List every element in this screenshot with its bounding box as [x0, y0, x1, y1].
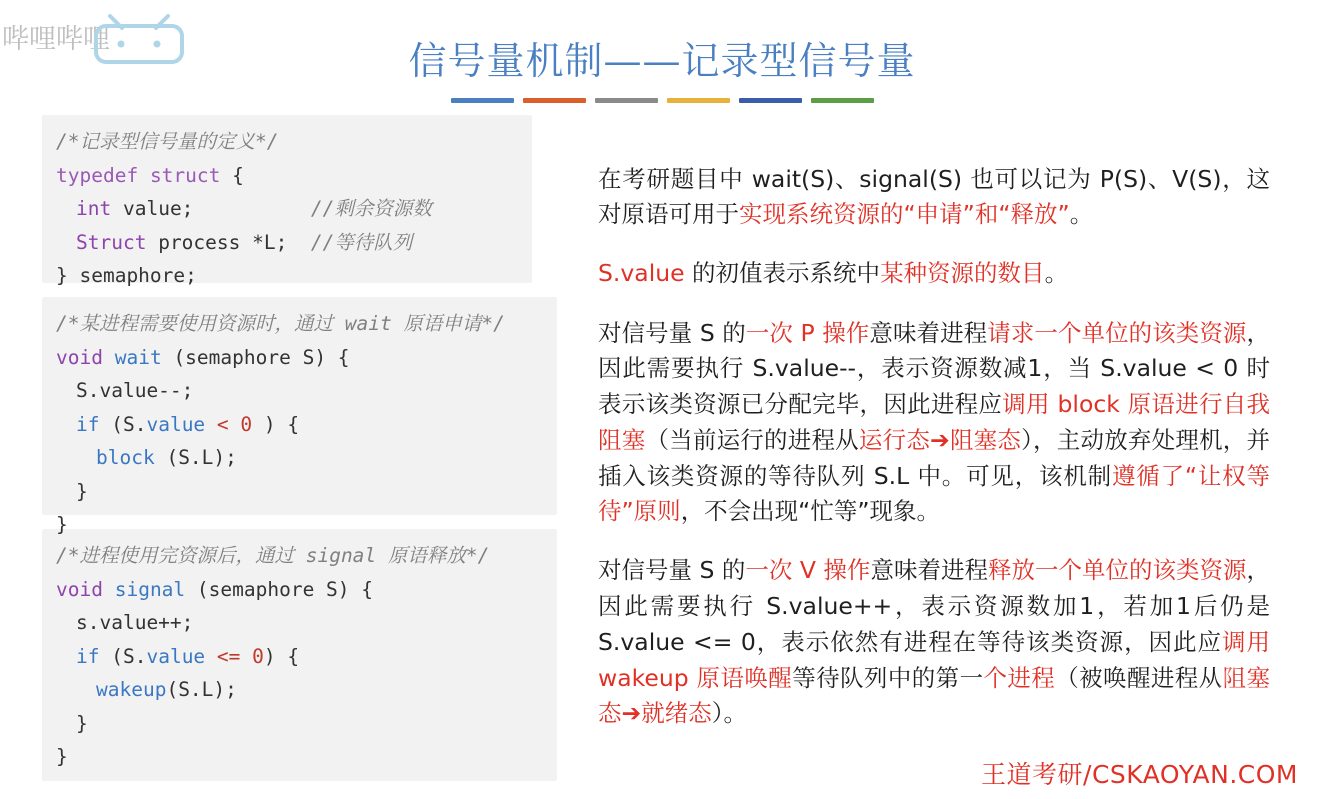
rule-bar-2: [523, 98, 586, 103]
highlight-run: 某种资源的数目: [880, 259, 1045, 288]
text-run: 在考研题目中 wait(S)、signal(S) 也可以记为 P(S)、V(S)，这对原语可用于: [598, 164, 1270, 229]
text-run: ）。: [711, 699, 747, 728]
code-block-semaphore-definition: /*记录型信号量的定义*/ typedef struct { int value; //剩余资源数 Struct process *L; //等待队列 } semaphore;: [42, 115, 532, 283]
text-run: 意味着进程: [870, 556, 988, 585]
rule-bar-4: [667, 98, 730, 103]
code-block-signal-primitive: /*进程使用完资源后，通过 signal 原语释放*/ void signal (semaphore S) { s.value++; if (S.value <= 0) { wakeup(S.L); } }: [42, 529, 557, 781]
highlight-run: 调用 block 原语进行自我阻塞: [598, 390, 1271, 454]
code-comment: /*某进程需要使用资源时，通过 wait 原语申请*/: [56, 312, 505, 335]
text-run: （被唤醒进程从: [1055, 663, 1223, 692]
code-comment: /*进程使用完资源后，通过 signal 原语释放*/: [56, 544, 490, 567]
text-run: 。: [1044, 259, 1069, 288]
rule-bar-5: [739, 98, 802, 103]
highlight-run: 阻塞态➔就绪态: [598, 663, 1271, 728]
text-run: ），主动放弃处理机，并插入该类资源的等待队列 S.L 中。可见，该机制: [598, 425, 1271, 490]
highlight-run: 请求一个单位的该类资源: [987, 318, 1247, 347]
paragraph-p-operation: [598, 316, 1270, 530]
highlight-run: 实现系统资源的“申请”和“释放”: [739, 200, 1070, 229]
text-run: 对信号量 S 的: [598, 318, 746, 347]
text-run: ，不会出现“忙等”现象。: [680, 497, 941, 526]
text-run: 对信号量 S 的: [598, 556, 746, 585]
highlight-run: 释放一个单位的该类资源: [987, 556, 1247, 585]
svg-text:哔哩哔哩: 哔哩哔哩: [2, 24, 110, 55]
paragraph-v-operation: [598, 553, 1270, 732]
highlight-run: S.value: [598, 259, 685, 288]
title-underline-bars: [0, 98, 1324, 103]
paragraph-pv-notation: [598, 162, 1270, 233]
code-column: [42, 115, 557, 795]
highlight-run: 运行态➔阻塞态: [858, 425, 1022, 454]
paragraph-svalue-meaning: [598, 256, 1270, 292]
text-run: 的初值表示系统中: [684, 259, 881, 288]
explanation-column: [598, 138, 1270, 753]
rule-bar-1: [451, 98, 514, 103]
rule-bar-6: [811, 98, 874, 103]
text-run: ，因此需要执行 S.value--，表示资源数减1，当 S.value < 0 时表示该类资源已分配完毕，因此进程应: [598, 318, 1270, 419]
page-title: 信号量机制——记录型信号量: [408, 39, 916, 83]
highlight-run: 一次 P 操作: [745, 318, 870, 347]
text-run: 意味着进程: [869, 318, 988, 347]
play-button-watermark: [1218, 659, 1306, 747]
rule-bar-3: [595, 98, 658, 103]
code-comment: /*记录型信号量的定义*/: [56, 130, 279, 153]
highlight-run: 个进程: [983, 663, 1056, 692]
site-watermark: 王道考研/CSKAOYAN.COM: [981, 760, 1298, 789]
code-block-wait-primitive: /*某进程需要使用资源时，通过 wait 原语申请*/ void wait (semaphore S) { S.value--; if (S.value < 0 ) { block (S.L); } }: [42, 297, 557, 515]
highlight-run: 调用 wakeup 原语唤醒: [598, 627, 1270, 692]
text-run: （当前运行的进程从: [645, 425, 859, 454]
text-run: ，因此需要执行 S.value++，表示资源数加1，若加1后仍是 S.value <= 0，表示依然有进程在等待该类资源，因此应: [598, 556, 1271, 656]
text-run: 等待队列中的第一: [792, 663, 984, 692]
highlight-run: 一次 V 操作: [745, 556, 871, 585]
highlight-run: 遵循了“让权等待”原则: [598, 461, 1270, 526]
text-run: 。: [1069, 200, 1094, 229]
